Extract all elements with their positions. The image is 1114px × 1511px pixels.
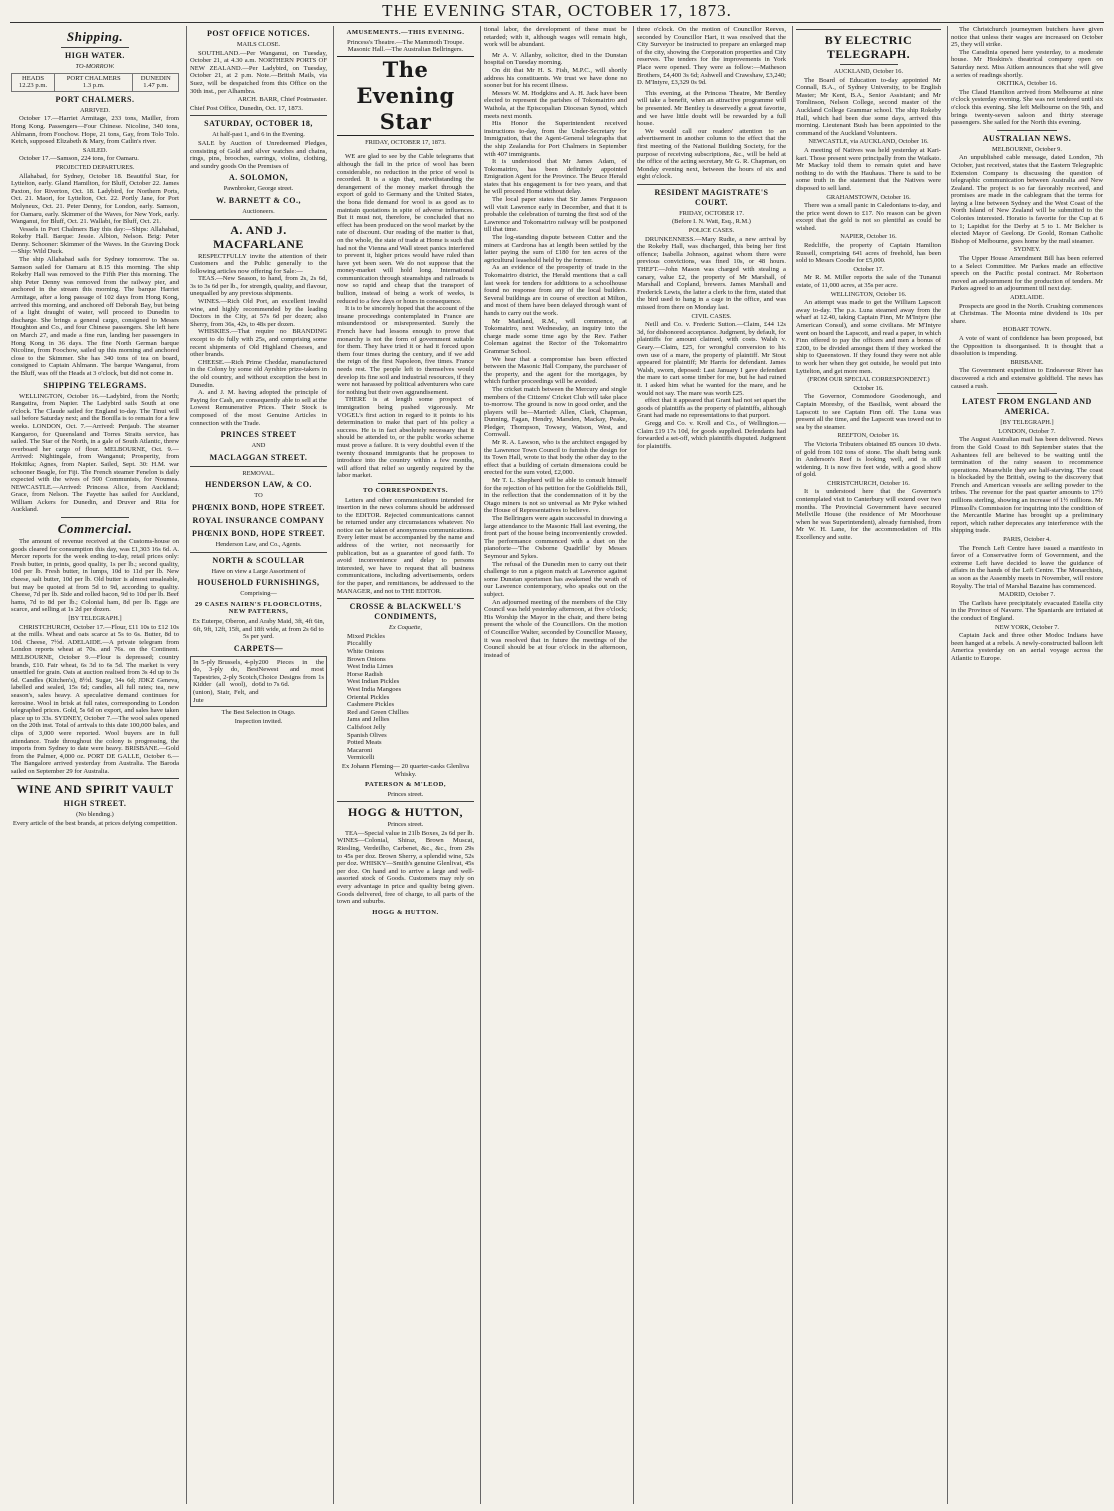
adelaide-text: Prospects are good in the North. Crushing commences at Christmas. The Moonta mine dividend is 10s per share.	[951, 302, 1103, 325]
hobart-text: A vote of want of confidence has been proposed, but the Opposition is disorganised. It is thought that a dissolution is impending.	[951, 334, 1103, 358]
latest-heading: LATEST FROM ENGLAND AND AMERICA.	[962, 397, 1092, 417]
electric-telegraph-heading: BY ELECTRIC TELEGRAPH.	[824, 33, 913, 61]
post-office-heading: POST OFFICE NOTICES.	[207, 29, 310, 38]
special-date: October 16.	[853, 384, 884, 392]
to-label: TO	[254, 492, 263, 500]
shipping-telegrams-heading: SHIPPING TELEGRAMS.	[43, 380, 147, 390]
civil-cases-text: Neill and Co. v. Frederic Sutton.—Claim, £44 12s 3d, for dishonored acceptance. Judgment, by default, for plaintiffs for amount claimed, with costs. Walsh v. Geary.—Claim, £25, for wrongful conversion to his own use of a mare, the property of plaintiff. Mr Stout appeared for plaintiff; Mr Harris for defendant. James Walsh, sworn, deposed: Last January I gave defendant the mare to cart some timber for me, but he had ruined it. I asked him what he wanted for the mare, and he would not say. The mare was worth £25.	[637, 321, 786, 397]
inspection-invited: Inspection invited.	[234, 717, 283, 725]
postmaster-sign: ARCH. BARR, Chief Postmaster.	[237, 96, 327, 104]
paragraph: The Christchurch journeymen butchers have given notice that unless their wages are increased on October 25, they will strike.	[951, 26, 1103, 49]
crosse-note: Ex Johann Fleming— 20 quarter-casks Glenliva Whisky.	[341, 762, 470, 778]
paragraph: The refusal of the Dunedin men to carry out their challenge to run a pigeon match at Lawrence against some Dunstan sportsmen has awakened the wrath of our Lawrence contemporary, who speaks out on the subject.	[484, 560, 627, 598]
divider	[190, 115, 327, 116]
editorial-date: FRIDAY, OCTOBER 17, 1873.	[365, 138, 446, 146]
sailed-text: October 17.—Samson, 224 tons, for Oamaru.	[19, 155, 139, 163]
list-item: Red and Green Chillies	[347, 708, 409, 716]
wine-vault-sub: HIGH STREET.	[63, 799, 127, 809]
reefton-text: The Victoria Tributers obtained 85 ounces 10 dwts. of gold from 102 tons of stone. The shaft being sunk in Anderson's Reef is looking well, and is still widening. It is now five feet wide, with a good show of gold.	[796, 440, 941, 479]
paragraph: Mr R. A. Lawson, who is the architect engaged by the Lawrence Town Council to furnish the design for its Town Hall, wrote to that body the other day to the effect that a building of certain dimensions could be erected for the sum voted, £2,000.	[484, 439, 627, 477]
sale-time: At half-past 1, and 6 in the Evening.	[212, 131, 305, 139]
solomon-name: A. SOLOMON,	[228, 173, 289, 183]
oct17-text: Mr R. M. Miller reports the sale of the Tunanui estate, of 11,000 acres, at 35s per acre.	[796, 274, 941, 290]
dateline-paris: PARIS, October 4.	[1003, 536, 1051, 544]
sailed-label: SAILED.	[82, 146, 108, 154]
divider	[190, 466, 327, 467]
barnett-role: Auctioneers.	[242, 207, 275, 215]
north-scoullar: NORTH & SCOULLAR	[212, 555, 305, 565]
column-2	[186, 26, 330, 1504]
list-item: West India Mangoes	[347, 685, 402, 693]
list-item: Calfsfoot Jelly	[347, 723, 386, 731]
paragraph: The Caradinia opened here yesterday, to a moderate house. Mr Hoskins's theatrical company open on Saturday next. Miss Aitken announces that she will give a series of readings shortly.	[951, 48, 1103, 79]
paragraph: Mr A. V. Allanby, solicitor, died in the Dunstan hospital on Tuesday morning.	[484, 51, 627, 67]
correspondents-text: Letters and other communications intended for insertion in the news columns should be addressed to the EDITOR. Rejected communications cannot be returned under any circumstances whatever. No notice can be taken of anonymous communications. Every letter must be accompanied by the name and address of the writer, not necessarily for publication, but as a guarantee of good faith. To avoid inconvenience and delay to persons interested, we have to request that all business communications, including advertisements, orders for the paper, and remittances, be addressed to the MANAGER, and not to THE EDITOR.	[337, 496, 474, 595]
dateline-melbourne: MELBOURNE, October 9.	[992, 145, 1062, 153]
divider	[997, 130, 1058, 131]
newyork-text: Captain Jack and three other Modoc Indians have been hanged at a rebels. A newly-constructed balloon left America yesterday on an aerial voyage across the Atlantic to Europe.	[951, 632, 1103, 662]
shipping-telegrams-text: WELLINGTON, October 16.—Ladybird, from the North; Rangatira, from Napier. The Ladybird sails South at one o'clock. The Claude sailed for England to-day. The Tinui will sail before Saturday next; and the Bonilla is to remain for a few weeks. LONDON, Oct. 7.—Arrived: Penjaub. The steamer Kangaroo, for Queensland and Torres Straits service, has sailed. The Star of the North, in a gale of South Atlantic, threw overboard her cargo of flour. MELBOURNE, Oct. 9.—Arrived: Nightingale, from Wanganui; Prosperity, from Hokitika; Agnes, from Napier. Sailed, Sept. 30: H.M. war schooner Beagle, for Fiji. The French steamer Fenelon is daily expected with the wives of 500 Communists, for Noumea. NEWCASTLE.—Arrived: Princess Alice, from Auckland; Grace, from Nelson. The Fayette has sailed for Auckland, William Ackers for Dunedin, and Druver and Rita for Auckland.	[11, 392, 179, 514]
paris-text: The French Left Centre have issued a manifesto in favor of a Conservative form of Government, and the extreme Left have decided to leave the guidance of affairs in the hands of the Left Centre. The Monarchists, as soon as the Assembly meets in November, will restore Royalty. The trial of Marshal Bazaine has commenced.	[951, 544, 1103, 590]
arrived-label: ARRIVED.	[80, 106, 110, 114]
floorcloths-heading: 29 CASES NAIRN'S FLOORCLOTHS, NEW PATTERNS,	[195, 600, 322, 616]
divider	[11, 778, 179, 779]
macfarlane-cheese: CHEESE.—Rich Prime Cheddar, manufactured in the Colony by some old Ayrshire prize-takers in the old country, and without exception the best in Dunedin.	[190, 358, 327, 389]
macfarlane-teas: TEAS.—New Season, to hand, from 2s, 2s 6d, 3s to 3s 6d per lb., for strength, quality, and flavour, unequalled by any previous shipments.	[190, 275, 327, 298]
crosse-heading: CROSSE & BLACKWELL'S CONDIMENTS,	[349, 602, 462, 622]
divider	[190, 552, 327, 553]
paragraph: The local paper states that Sir James Fergusson will visit Lawrence early in December, and that it is probable the celebration of turning the first sod of the Lawrence and Tokomairiro railway will be postponed till that time.	[484, 196, 627, 234]
newspaper-title: The Evening Star	[337, 56, 474, 136]
list-item: Brown Onions	[347, 655, 386, 663]
by-telegraph-label: [BY TELEGRAPH.]	[68, 615, 122, 622]
police-cases-label: POLICE CASES.	[688, 227, 735, 235]
list-item: Jams and Jellies	[347, 716, 390, 724]
hogg-heading: HOGG & HUTTON,	[347, 805, 464, 820]
column-7	[947, 26, 1106, 1504]
mails-close-label: MAILS CLOSE.	[236, 41, 281, 48]
macfarlane-note: A. and J. M. having adopted the principle of Paying for Cash, are consequently able to sell at the Lowest Remunerative Prices. Their Stock is composed of the most Genuine Articles in connection with the Trade.	[190, 389, 327, 427]
dateline-brisbane: BRISBANE.	[1010, 358, 1044, 366]
by-telegraph-label: [BY TELEGRAPH.]	[1000, 419, 1054, 427]
hogg-text: TEA—Special value in 21lb Boxes, 2s 6d per lb. WINES—Colonial, Shiraz, Brown Muscat, Riesling, Verdeilho, Carbenet, &c., &c., from 29s to 45s per doz. Brown Sherry, a splendid wine, 52s per doz. WHISKY—Smith's genuine Glenlivat, 45s per doz. On hand and to arrive a large and well-assorted stock of Goods. Customers may rely on every advantage in price and quality being given. Goods delivered, free of charge, to all parts of the town and suburbs.	[337, 829, 474, 906]
carpet-list: In 5-ply Brussels, 4-ply do, 3-ply do, Best Tapestries, 2-ply Scotch, Kidder (all wool), do (union), Stair, Felt, and Jute	[193, 658, 259, 704]
madrid-text: The Carlists have precipitately evacuated Estella city in the Province of Navarre. The Spaniards are irritated at the conduct of England.	[951, 599, 1103, 622]
paragraph: His Honor the Superintendent received instructions to-day, from the Under-Secretary for Immigration, that the Agent-General telegraphs that the ship Zealandia for Port Chalmers in September with 407 immigrants.	[484, 120, 627, 158]
dateline-hobart: HOBART TOWN.	[1003, 326, 1051, 334]
port-chalmers-heading: PORT CHALMERS.	[55, 94, 135, 104]
amusements-heading: AMUSEMENTS.—THIS EVENING.	[346, 29, 465, 36]
special-correspondent: (FROM OUR SPECIAL CORRESPONDENT.)	[807, 376, 930, 384]
paragraph: On dit that Mr H. S. Fish, M.P.C., will shortly address his constituents. We trust we have done no sooner but for his recent illness.	[484, 66, 627, 90]
leader-france: It is to be sincerely hoped that the account of the insane proceedings contemplated in France are misunderstood or misrepresented. Surely the French have had lessons enough to prove that monarchy is not the form of government suitable for them. They have tried it or had it forced upon them four times during the century, and if we add the reign of the first Napoleon, five times. France needs rest. The people left to themselves would develop its fine soil and industrial resources, if they were not harassed by political adventurers who care for nothing but their own aggrandisement.	[337, 305, 474, 396]
best-selection: The Best Selection in Otago.	[221, 709, 296, 717]
list-item: Horse Radish	[347, 670, 383, 678]
sale-date: SATURDAY, OCTOBER 18,	[204, 119, 313, 129]
australian-news-heading: AUSTRALIAN NEWS.	[982, 133, 1072, 143]
macfarlane-whiskies: WHISKIES.—That require no BRANDING except to do fully with 25s, and comprising some recent shipments of Old Highland Cheeses, and other brands.	[190, 328, 327, 359]
dateline-newyork: NEW YORK, October 7.	[994, 623, 1060, 631]
dateline-adelaide: ADELAIDE.	[1010, 294, 1044, 301]
carpet-note: 200 Pieces in the Newest and most Choice Designs from 1s 6d to 7s 6d.	[258, 658, 324, 689]
okitika-text: The Claud Hamilton arrived from Melbourne at nine o'clock yesterday evening. She was not tendered until six o'clock this evening. She left Melbourne on the 9th, and brings twenty-seven saloon and thirty steerage passengers. She sailed for the North this evening.	[951, 88, 1103, 127]
paragraph: three o'clock. On the motion of Councillor Reeves, seconded by Councillor Hart, it was resolved that the City Surveyor be instructed to prepare an enlarged map of the city, showing the Corporation properties and City reserves. The tenders for the improvements in York Place were opened. They were as follow:—Matheson Brothers, £4,400 3s 6d; Ashwell and Crawshaw, £3,240; D. M'Intyre, £3,329 0s 9d.	[637, 26, 786, 87]
divider	[337, 801, 474, 802]
sydney-text: The Upper House Amendment Bill has been referred to a Select Committee. Mr Parkes made an effective speech on the Pacific postal contract. Mr Robertson moved an adjournment for the production of tenders. Mr Parkes agreed to an adjournment till next day.	[951, 255, 1103, 293]
christchurch-text: It is understood here that the Governor's contemplated visit to Canterbury will extend over two months. The Provincial Government have secured Mellville House (the residence of Mr Moorhouse when he was Superintendent), already furnished, from Mr W. H. Lane, for the accommodation of His Excellency and suite.	[796, 488, 941, 542]
dateline-newcastle: NEWCASTLE, via AUCKLAND, October 16.	[808, 138, 929, 146]
wine-vault-note: (No blending.)	[76, 811, 114, 819]
rm-court-date: FRIDAY, OCTOBER 17.	[679, 209, 744, 217]
dateline-oct17: October 17.	[853, 265, 884, 273]
rm-court-heading: RESIDENT MAGISTRATE'S COURT.	[654, 187, 769, 207]
phoenix-bond: PHŒNIX BOND, HOPE STREET.	[191, 502, 326, 512]
removal-label: REMOVAL.	[242, 469, 275, 477]
dateline-london: LONDON, October 7.	[998, 427, 1056, 435]
royal-insurance: ROYAL INSURANCE COMPANY	[192, 515, 325, 525]
column-5	[633, 26, 789, 1504]
divider	[337, 598, 474, 599]
henderson-heading: HENDERSON LAW, & CO.	[205, 480, 312, 490]
divider	[61, 517, 128, 518]
dateline-napier: NAPIER, October 16.	[840, 233, 897, 241]
wine-vault-text: Every article of the best brands, at prices defying competition.	[12, 820, 178, 828]
vessels-in-port: Vessels in Port Chalmers Bay this day:—Ships: Allahabad, Rokeby Hall. Barque: Jessie. Albion, Nelson. Brig: Peter Denny. Schooner: Skimmer of the Waves. In the Graving Dock—Ship: Wild Duck.	[11, 225, 179, 256]
dateline-madrid: MADRID, October 7.	[998, 591, 1056, 599]
paragraph: tional labor, the development of these must be retarded; with it, although wages will remain high, work will be abundant.	[484, 26, 627, 49]
dateline-grahamstown: GRAHAMSTOWN, October 16.	[826, 193, 911, 201]
projected-text: Allahabad, for Sydney, October 18. Beautiful Star, for Lyttelton, early. Gland Hamilton, for Bluff, October 22. James Paxton, for Riverton, Oct. 18. Ladybird, for Northern Ports, Oct. 21. Maori, for Lyttelton, Oct. 22. Portly Jane, for Port Molyneux, Oct. 21. Peter Denny, for London, early. Samson, for Oamaru, early. Skimmer of the Waves, for New York, early. Wanganui, for Bluff, Oct. 21. Wallabi, for Bluff, Oct. 21.	[11, 172, 179, 226]
shipping-news: The ship Allahabad sails for Sydney tomorrow. The ss. Samson sailed for Oamaru at 8.15 this morning. The ship Rokeby Hall was removed to the Fifth Pier this morning. The ship Peter Denny was removed from the railway pier, and anchored in the stream this morning. The barque Harriet Armitage, after a long passage of 102 days from Hong Kong, arrived this morning, and anchored off Deborah Bay, but being of a light draught of water, will proceed to Dunedin to discharge. She brings a general cargo, consigned to Messrs Houghton and Co., and four Chinese passengers. She left here on March 27, and made a fine run, landing her passengers in Hong Kong in 36 days. The fine North German barque Nicoline, from Foochow, sailed up this morning and anchored close to the Skimmer. She has 340 tons of tea on board, consigned to Captain Ahlmann. The barque Wanganui, from the Bluff, was off the Heads at 3 o'clock, but did not come in.	[11, 256, 179, 377]
commercial-telegraph-text: CHRISTCHURCH, October 17.—Flour, £11 10s to £12 10s at the mills. Wheat and oats scarce at 5s to 6s. Butter, 8d to 10d. Cheese, 7½d. ADELAIDE.—A private telegram from London reports wheat at 70s. and 76s. on the Continent. MELBOURNE, October 9.—Flour is depressed; country brands, £10. Fair wheat, 6s 3d to 6s 5d. The market is very unsettled for grain. Oats at auction realised from 3s 4d up to 3s 6d. Candles (Kitchen's), 8½d. Sugar, 34s 6d; JDKZ Geneva, labelled and sealed, 15s 6d; candles, all full rates; tea, new season's, sales heavy. A speculative demand continues for kerosine. Wool in brisk at full rates, corresponding to London telegraphed prices. Gold, 5s 6d on export, and sales have taken place up to 33s. SYDNEY, October 7.—The wool sales opened on the 20th inst. Total of arrivals to this date 100,000 bales, and clips of 3,000 were reported. Wool buyers are in full attendance. Trade throughout the colony is progressing, the imports from Sydney to date were heavy. BRISBANE.—Gold from the Palmer, 4,000 oz. PORT DE GALLE, October 6.—The Bangalore arrived yesterday from Australia. The Baroda sailed on September 29 for Australia.	[11, 623, 179, 775]
macfarlane-wines: WINES.—Rich Old Port, an excellent invalid wine, and highly recommended by the leading Doctors in the City, at 57s 6d per dozen; also Sherry, from 36s, 42s, to 48s per dozen.	[190, 298, 327, 328]
paragraph: As an evidence of the prosperity of trade in the Tokomairiro district, the Herald mentions that a call last week for tenders for additions to a schoolhouse found no response from any of the local builders. Several buildings are in course of erection at Milton, and most of them have been delayed through want of hands to carry out the work.	[484, 264, 627, 317]
mails-text: SOUTHLAND.—Per Wanganui, on Tuesday, October 21, at 4.30 a.m. NORTHERN PORTS OF NEW ZEALAND.—Per Ladybird, on Tuesday, October 21, at 2 p.m. Note.—British Mails, via Suez, will be despatched from this Office on the 30th inst., per Alhambra.	[190, 49, 327, 95]
dateline-christchurch: CHRISTCHURCH, October 16.	[827, 479, 910, 487]
henderson-agents: Henderson Law, and Co., Agents.	[215, 540, 302, 548]
sale-text: SALE by Auction of Unredeemed Pledges, consisting of Gold and silver watches and chains, rings, pins, brooches, earrings, violins, clothing, and sundry goods On the Premises of	[190, 139, 327, 170]
list-item: White Onions	[347, 648, 384, 655]
newcastle-text: A meeting of Natives was held yesterday at Kari-kari. Those present were principally from the Waikato. Mr Mackay told them to remain quiet and have nothing to do with the Hauhaus. There is said to be some truth in the statement that the Natives were disposed to sell land.	[796, 146, 941, 192]
dateline-okitika: OKITIKA, October 16.	[997, 80, 1057, 88]
napier-text: Redcliffe, the property of Captain Hamilton Russell, comprising 641 acres of freehold, has been sold to Messrs Coodie for £5,000.	[796, 242, 941, 265]
auckland-text: The Board of Education to-day appointed Mr Connall, B.A., of Sydney University, to be English Master; Mr Kent, B.A., Senior Assistant; and Mr Tomlinson, Nelson College, second master of the Auckland College Grammar school. The ship Rokeby Hall, which had been due some days, arrived this morning. Lieutenant Bush has been appointed to the command of the Auckland Volunteers.	[796, 76, 941, 137]
paragraph: Gregg and Co. v. Kroll and Co., of Wellington.—Claim £19 17s 10d, for goods supplied. Defendants had forwarded a set-off, which plaintiffs disputed. Judgment for plaintiffs.	[637, 419, 786, 450]
condiments-list	[337, 633, 474, 762]
divider	[190, 219, 327, 220]
column-1	[8, 26, 182, 1504]
list-item: Mixed Pickles	[347, 632, 385, 640]
hw-heads: HEADS 12.23 p.m.	[12, 73, 55, 91]
north-sub: Have on view a Large Assortment of	[211, 567, 306, 575]
list-item: Vermicelli	[347, 754, 375, 762]
paragraph: It is understood that Mr James Adam, of Tokomairiro, has been definitely appointed Emigration Agent for the Province. The Bruce Herald states that his engagement is for two years, and that he will proceed Home without delay.	[484, 158, 627, 196]
crosse-sub: Ex Coquette,	[388, 624, 422, 632]
special-text: The Governor, Commodore Goodenough, and Captain Moresby, of the Basilisk, went aboard the Lapscott to see Captain Finn off. The Luna was present all the time, and the Lapscott was towed out to sea by the steamer.	[796, 393, 941, 431]
paragraph: This evening, at the Princess Theatre, Mr Bentley will take a benefit, when an attractive programme will be presented. Mr Bentley is deservedly a great favorite, and we have little doubt will be rewarded by a full house.	[637, 89, 786, 128]
melbourne-text: An unpublished cable message, dated London, 7th October, just received, states that the Eastern Telegraphic Extension Company is discussing the question of telegraphic communication between Australia and New Zealand. The project is so far favorably received, and promises are made in the cablegram that the terms for laying a line between Sydney and the West Coast of the North Island of New Zealand will be submitted to the Colonies interested. Horatio is favorite for the Cup at 6 to 1; Lapidist for the Derby at 5 to 1. Mr Belcher is elected Mayor of Geelong. Dr Goold, Roman Catholic Bishop of Melbourne, goes home by the mail steamer.	[951, 154, 1103, 245]
paterson-name: PATERSON & M'LEOD,	[364, 781, 447, 789]
column-4	[480, 26, 630, 1504]
macfarlane-intro: RESPECTFULLY invite the attention of their Customers and the Public generally to the following articles now offering for Sale:—	[190, 252, 327, 275]
hogg-sign: HOGG & HUTTON.	[372, 908, 439, 916]
correspondents-heading: TO CORRESPONDENTS.	[362, 486, 449, 494]
police-cases-text: DRUNKENNESS.—Mary Rudie, a new arrival by the Rokeby Hall, was discharged, this being her first offence; Isabella Johnson, against whom there were previous convictions, was fined 10s, or 48 hours. THEFT.—John Mason was charged with stealing a canary, value £2, the property of Mr Marshall, of Marshall and Copland, brewers. James Marshall and Frederick Lewis, the latter a clerk to the firm, stated that the bird used to hang in a cage in the office, and was missed from there on Monday last.	[637, 235, 786, 311]
hw-dunedin: DUNEDIN 1.47 p.m.	[133, 73, 179, 91]
commercial-heading: Commercial.	[57, 521, 133, 537]
paragraph: The Bellringers were again successful in drawing a large attendance to the Masonic Hall last evening, the front part of the house being inconveniently crowded. The performance commenced with a duet on the pianoforte—'The Osborne Quadrille' by Messrs Seymour and Sykes.	[484, 515, 627, 560]
arrived-text: October 17.—Harriet Armitage, 233 tons, Mailler, from Hong Kong. Passengers—Four Chinese. Nicoline, 340 tons, Ahlmann, from Foochow. Hope, 21 tons, Gay, from Tolo Tolo. Ketch, supposed Elizabeth & Mary, from Catlin's river.	[11, 115, 179, 146]
commercial-text: The amount of revenue received at the Customs-house on goods cleared for consumption this day, was £1,303 16s 6d. A. Mercer reports for the week ending to-day, retail prices only: Fresh butter, in prints, good quality, 1s per lb.; second quality, 10d per lb. Fresh butter, in lumps, 10d to 11d per lb. New cheese, salt butter, 10d per lb. Old butter is almost unsaleable, but may be quoted at from 5d to 9d, according to quality. Cheese, 7d per lb. Side and rolled bacon, 9d to 10d per lb. Beef hams, 7d to 8d per lb.; Colonial ham, 8d per lb. Eggs are scarce, and selling at 1s 2d per dozen.	[11, 538, 179, 614]
list-item: West Indian Pickles	[347, 678, 400, 686]
column-6	[792, 26, 944, 1504]
hw-port-chalmers: PORT CHALMERS 1.3 p.m.	[55, 73, 133, 91]
list-item: Piccalilly	[347, 640, 372, 648]
and-label: AND	[251, 442, 266, 450]
maclaggan-street: MACLAGGAN STREET.	[209, 452, 308, 462]
paragraph: We hear that a compromise has been effected between the Masonic Hall Company, the purchaser of the property, and the agent for the mortgages, by which further proceedings will be avoided.	[484, 355, 627, 386]
divider	[378, 149, 433, 150]
wellington-text: An attempt was made to get the William Lapscott away to-day. The p.s. Luna steamed away from the wharf at 12.40, taking Captain Finn, Mr M'Intyre (the American Consul), and some civilians. Mr M'Intyre went on board the Lapscott, and read a paper, in which Finn offered to pay the officers and men a bonus of £200, to be divided amongst them if they worked the ship to Queenstown. If they found they were not able to work her when they got outside, he would put into Lyttelton, and get more men.	[796, 299, 941, 375]
carpets-heading: CARPETS—	[233, 643, 284, 653]
high-water-table	[11, 73, 179, 92]
rm-court-before: (Before I. N. Watt, Esq., R.M.)	[672, 218, 751, 226]
divider	[637, 184, 786, 185]
post-office-date: Chief Post Office, Dunedin, Oct. 17, 1873.	[190, 104, 303, 112]
column-3	[333, 26, 477, 1504]
divider	[61, 47, 128, 48]
dateline-wellington: WELLINGTON, October 16.	[830, 290, 907, 298]
carpet-box	[190, 656, 327, 708]
divider	[997, 393, 1058, 394]
barnett-name: W. BARNETT & CO.,	[216, 195, 301, 205]
phoenix-bond-2: PHŒNIX BOND, HOPE STREET.	[191, 528, 326, 538]
list-item: Spanish Olives	[347, 731, 387, 739]
paragraph: Messrs W. M. Hodgkins and A. H. Jack have been elected to represent the parishes of Tokomairiro and Waihola, at the Episcopalian Diocesan Synod, which meets next month.	[484, 89, 627, 120]
masthead-rule	[10, 22, 1104, 23]
civil-cases-label: CIVIL CASES.	[691, 312, 732, 320]
floorcloths-text: Ex Euterpe, Oberon, and Araby Maid, 3ft, 4ft 6in, 6ft, 9ft, 12ft, 15ft, and 18ft wide, at from 2s 6d to 5s per yard.	[192, 617, 325, 641]
solomon-address: Pawnbroker, George street.	[223, 185, 294, 193]
paragraph: effect that it appeared that Grant had not set apart the goods of plaintiffs as the property of plaintiffs, although Grant had made no representations to that purport.	[637, 397, 786, 420]
tomorrow-label: TO-MORROW.	[75, 63, 115, 70]
divider	[796, 29, 941, 30]
dateline-sydney: SYDNEY.	[1013, 246, 1041, 254]
wine-vault-heading: WINE AND SPIRIT VAULT	[16, 782, 174, 797]
list-item: Oriental Pickles	[347, 693, 390, 701]
paragraph: Mr Maitland, R.M., will commence, at Tokomairiro, next Wednesday, an inquiry into the charge made some time ago by the Rev. Father Coleman against the Rector of the Tokomairiro Grammar School.	[484, 317, 627, 355]
list-item: West India Limes	[347, 663, 394, 671]
paragraph: Mr T. L. Shepherd will be able to consult himself for the rejection of his petition for the Goldfields Bill, in the reflection that the condemnation of it by the Otago miners is not so universal as Mr Pyke wished the House of Representatives to believe.	[484, 477, 627, 515]
paragraph: An adjourned meeting of the members of the City Council was held yesterday afternoon, at five o'clock; His Worship the Mayor in the chair, and there being present the whole of the Councillors. On the motion of Councillor Walter, seconded by Councillor Massey, it was resolved that in future the meetings of the Council should be at four o'clock in the afternoon, instead of	[484, 598, 627, 659]
hogg-address: Princes street.	[387, 821, 424, 829]
list-item: Potted Meats	[347, 739, 382, 747]
comprising-label: Comprising—	[240, 590, 277, 598]
paragraph: The cricket match between the Mercury and single members of the Citizens' Cricket Club will take place to-morrow. The ground is now in good order, and the players will be—Married: Allen, Clark, Chapman, Dunning, Fagan, Hendry, Marsden, Mackay, Peake, Pledger, Thompson, Towsey, Watson, West, and Cornwall.	[484, 385, 627, 439]
masthead: THE EVENING STAR, OCTOBER 17, 1873.	[382, 1, 732, 20]
paterson-address: Princes street.	[387, 790, 424, 798]
london-text: The August Australian mail has been delivered. News from the Gold Coast to 8th September states that the Ashantees fell are believed to be waiting until the termination of the rainy season to recommence operations. Meanwhile they are half-starving. The coast is blockaded by the British, owing to the discovery that French and American vessels are selling powder to the tribes. The revenue for the past quarter amounts to 17½ millions sterling, showing an increase of 1½ millions. Mr Plimsoll's Commission for inquiring into the condition of the Mercantile Marine has brought up a preliminary report, which rather deprecates any interference with the shipping trade.	[951, 436, 1103, 535]
divider	[840, 64, 898, 65]
dateline-reefton: REEFTON, October 16.	[837, 432, 900, 440]
brisbane-text: The Government expedition to Endeavour River has discovered a rich and extensive goldfield. The news has caused a rush.	[951, 367, 1103, 390]
list-item: Macaroni	[347, 746, 373, 754]
shipping-heading: Shipping.	[66, 29, 124, 44]
leader-immigration: THERE is at length some prospect of immigration being pushed vigorously. Mr VOGEL's first action in regard to it points to his determination to make that part of his policy a success. He is in fact absolutely necessary that it should be attended to, or the public works scheme must prove a failure. It is very doubtful even if the twenty thousand immigrants that he proposes to introduce into the country within a few months, will afford that relief so urgently required by the labor market.	[337, 396, 474, 480]
macfarlane-heading: A. AND J. MACFARLANE	[213, 222, 304, 251]
grahamstown-text: There was a small panic in Caledonians to-day, and the price went down to £17. No reason can be given except that the gold is not so plentiful as could be wished.	[796, 202, 941, 232]
princes-street: PRINCES STREET	[220, 430, 297, 440]
list-item: Cashmere Pickles	[347, 701, 395, 709]
household-heading: HOUSEHOLD FURNISHINGS,	[197, 578, 320, 588]
paragraph: We would call our readers' attention to an advertisement in another column to the effect that the first meeting of the National Building Society, for the purpose of receiving subscriptions, &c., will be held at the office of the acting secretary, Mr G. R. Chapman, on Monday evening next, between the hours of six and eight o'clock.	[637, 127, 786, 181]
dateline-auckland: AUCKLAND, October 16.	[833, 68, 904, 75]
leader-wool: WE are glad to see by the Cable telegrams that although the fall in the price of wool has been considerable, no reduction in the price of wool is recorded. It is a sign that, notwithstanding the derangement of the money market through the export of gold to Germany and the United States, the bona fide demand for wool is as good as to maintain quotations in spite of adverse influences. But it must not, therefore, be concluded that no effect has been produced on the wool market by the rate of discount. Our reading of the matter is that, on the whole, the state of trade at Home is such that had not the Vienna and Wall street panics interfered to prevent it, higher prices would have ruled than have yet been seen. We do not suppose that the money-market will hold long. International communication through steamships and railroads is now so rapid and cheap that the transport of bullion, instead of being a work of weeks, is reduced to a few days or hours in consequence.	[337, 153, 474, 305]
divider	[378, 483, 433, 484]
amusements-text: Princess's Theatre.—The Mammoth Troupe. Masonic Hall.—The Australian Bellringers.	[347, 38, 464, 54]
projected-label: PROJECTED DEPARTURES.	[55, 163, 135, 171]
paragraph: The log-standing dispute between Cutter and the miners at Cardrona has at length been settled by the latter paying the sum of £180 for ten acres of the agricultural leasehold held by the former.	[484, 234, 627, 264]
high-water-heading: HIGH WATER.	[65, 51, 125, 60]
